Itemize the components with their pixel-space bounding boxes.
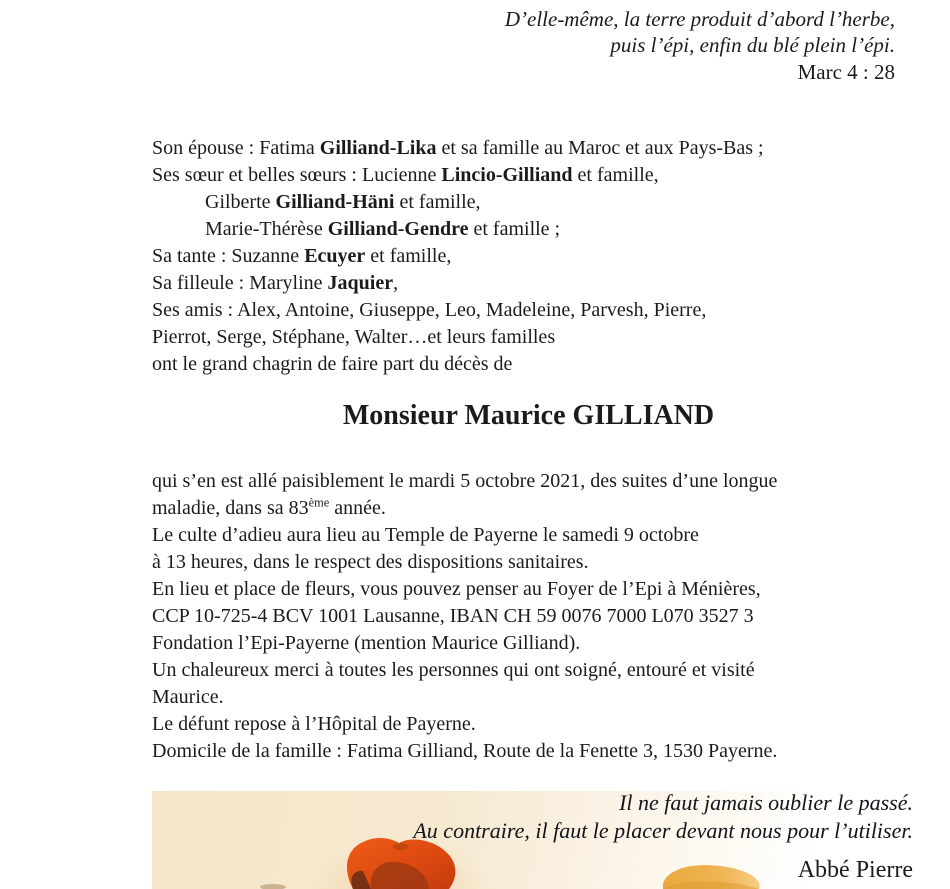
- text-line: qui s’en est allé paisiblement le mardi 5 octobre 2021, des suites d’une longue: [152, 470, 778, 492]
- memorial-photo: [152, 791, 917, 889]
- text-line: D’elle-même, la terre produit d’abord l’herbe,: [504, 7, 895, 31]
- text-line: Son épouse : Fatima Gilliand-Lika et sa famille au Maroc et aux Pays-Bas ;: [152, 137, 764, 159]
- closing-quote-attribution: Abbé Pierre: [797, 857, 913, 883]
- text-line: CCP 10-725-4 BCV 1001 Lausanne, IBAN CH 59 0076 7000 L070 3527 3: [152, 605, 754, 627]
- text-line: En lieu et place de fleurs, vous pouvez penser au Foyer de l’Epi à Ménières,: [152, 578, 761, 600]
- text-line: Ses amis : Alex, Antoine, Giuseppe, Leo, Madeleine, Parvesh, Pierre,: [152, 299, 707, 321]
- text-line: Domicile de la famille : Fatima Gilliand, Route de la Fenette 3, 1530 Payerne.: [152, 740, 778, 762]
- family-intro-lines: [152, 135, 922, 378]
- text-line: Fondation l’Epi-Payerne (mention Maurice Gilliand).: [152, 632, 581, 654]
- text-line: Sa filleule : Maryline Jaquier,: [152, 272, 399, 294]
- announcement-details-lines: [152, 468, 932, 765]
- text-line: Le défunt repose à l’Hôpital de Payerne.: [152, 713, 476, 735]
- scripture-quote: [505, 6, 895, 85]
- closing-quote-lines: [413, 791, 913, 845]
- text-line: Marie-Thérèse Gilliand-Gendre et famille ;: [205, 218, 561, 240]
- text-line: Pierrot, Serge, Stéphane, Walter…et leurs familles: [152, 326, 556, 348]
- text-line: Il ne faut jamais oublier le passé.: [619, 791, 913, 815]
- text-line: puis l’épi, enfin du blé plein l’épi.: [610, 33, 895, 57]
- text-line: à 13 heures, dans le respect des dispositions sanitaires.: [152, 551, 589, 573]
- amber-flower-image: [657, 863, 767, 889]
- text-line: Maurice.: [152, 686, 224, 708]
- text-line: Gilberte Gilliand-Häni et famille,: [205, 191, 481, 213]
- deceased-name-title: Monsieur Maurice GILLIAND: [342, 400, 715, 431]
- text-line: ont le grand chagrin de faire part du décès de: [152, 353, 513, 375]
- text-line: Le culte d’adieu aura lieu au Temple de Payerne le samedi 9 octobre: [152, 524, 699, 546]
- scripture-quote-lines: [505, 6, 895, 58]
- text-line: Au contraire, il faut le placer devant nous pour l’utiliser.: [413, 818, 913, 843]
- text-line: maladie, dans sa 83ème année.: [152, 495, 386, 519]
- text-line: Sa tante : Suzanne Ecuyer et famille,: [152, 245, 452, 267]
- small-bud-image: [260, 884, 286, 889]
- text-line: Ses sœur et belles sœurs : Lucienne Lincio-Gilliand et famille,: [152, 164, 659, 186]
- scripture-reference: Marc 4 : 28: [797, 60, 895, 84]
- text-line: Un chaleureux merci à toutes les personnes qui ont soigné, entouré et visité: [152, 659, 755, 681]
